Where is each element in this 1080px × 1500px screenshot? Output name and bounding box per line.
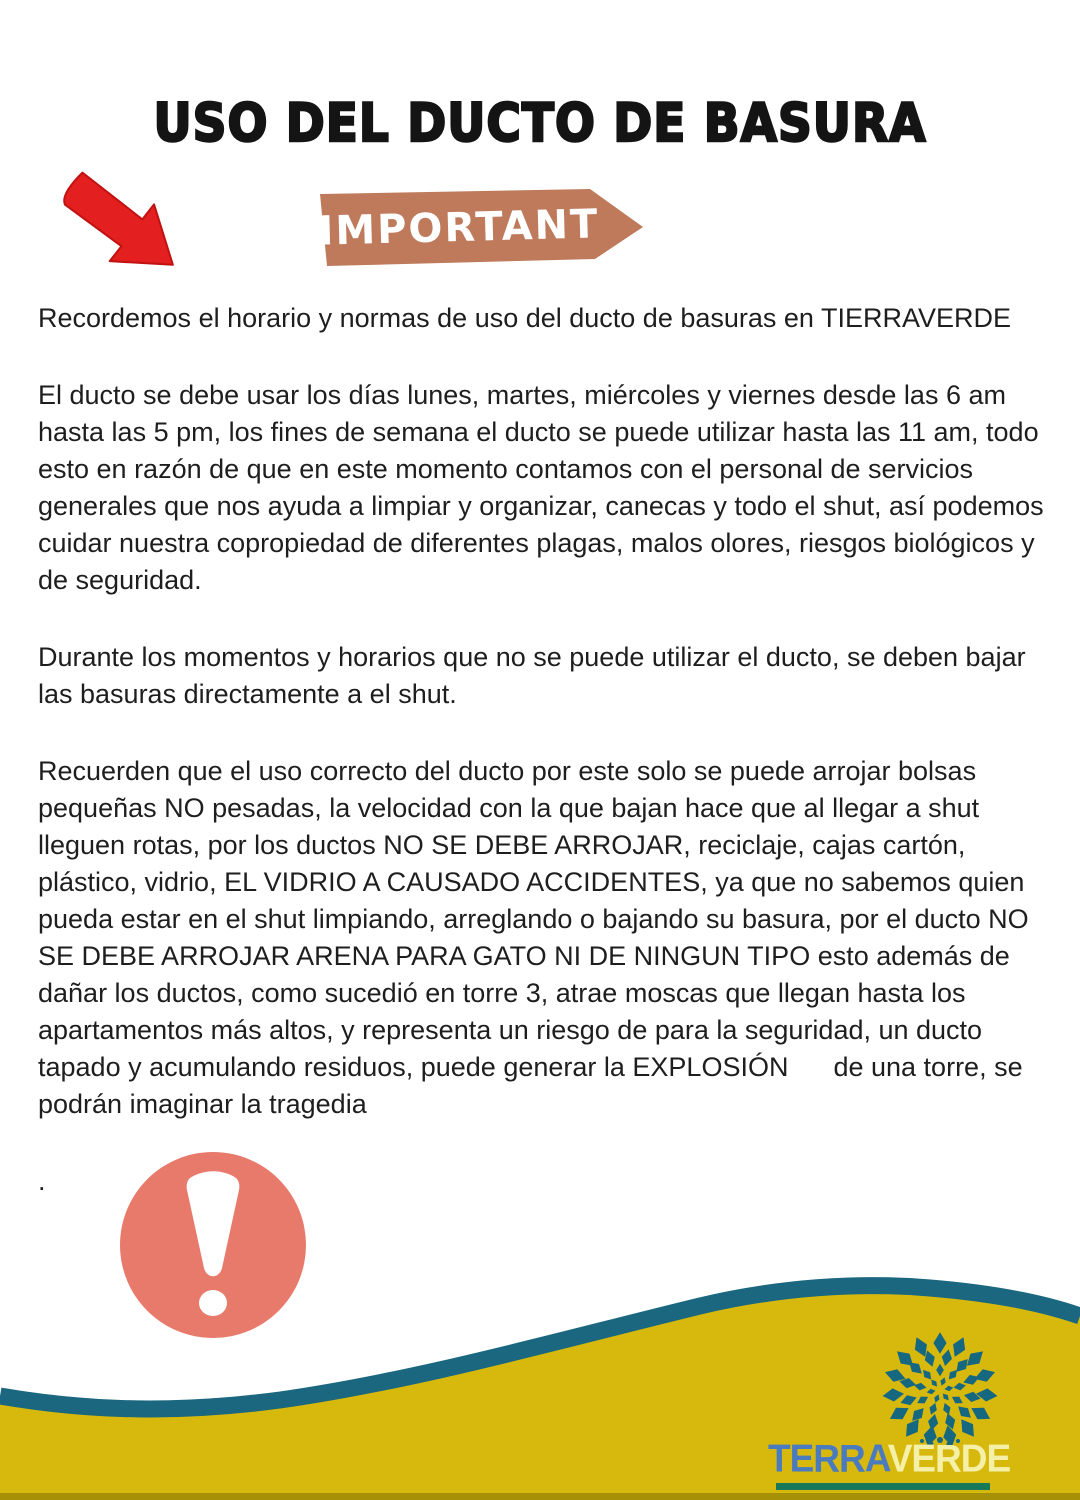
important-banner (313, 184, 653, 272)
paragraph-intro: Recordemos el horario y normas de uso del ducto de basuras en TIERRAVERDE (38, 303, 1011, 333)
logo-underline (776, 1483, 990, 1490)
logo-text-verde: VERDE (887, 1436, 1011, 1480)
terraverde-logo (768, 1322, 1011, 1494)
logo-wordmark (768, 1436, 1011, 1481)
paragraph-rules: Recuerden que el uso correcto del ducto por este solo se puede arrojar bolsas pequeñas NO pesadas, la velocidad con la que bajan hace que al llegar a shut lleguen rotas, por los ductos NO SE DEBE ARROJAR, reciclaje, cajas cartón, plástico, vidrio, EL VIDRIO A CAUSADO ACCIDENTES, ya que no sabemos quien pueda estar en el shut limpiando, arreglando o bajando su basura, por el ducto NO SE DEBE ARROJAR ARENA PARA GATO NI DE NINGUN TIPO esto además de dañar los ductos, como sucedió en torre 3, atrae moscas que llegan hasta los apartamentos más altos, y representa un riesgo de para la seguridad, un ducto tapado y acumulando residuos, puede generar la EXPLOSIÓN de una torre, se podrán imaginar la tragedia (38, 756, 1037, 1119)
paragraph-period: . (38, 1166, 46, 1196)
tree-icon (877, 1324, 1003, 1448)
red-arrow-icon (52, 160, 202, 272)
paragraph-off-hours: Durante los momentos y horarios que no se puede utilizar el ducto, se deben bajar las basuras directamente a el shut. (38, 642, 1034, 709)
paragraph-schedule: El ducto se debe usar los días lunes, martes, miércoles y viernes desde las 6 am hasta las 5 pm, los fines de semana el ducto se puede utilizar hasta las 11 am, todo esto en razón de que en este momento contamos con el personal de servicios generales que nos ayuda a limpiar y organizar, canecas y todo el shut, así podemos cuidar nuestra copropiedad de diferentes plagas, malos olores, riesgos biológicos y de seguridad. (38, 380, 1052, 595)
logo-text-terra: TERRA (768, 1436, 888, 1480)
page-title: USO DEL DUCTO DE BASURA (153, 92, 927, 155)
important-banner-label: IMPORTANT (317, 201, 600, 255)
notice-body (38, 300, 1052, 1240)
